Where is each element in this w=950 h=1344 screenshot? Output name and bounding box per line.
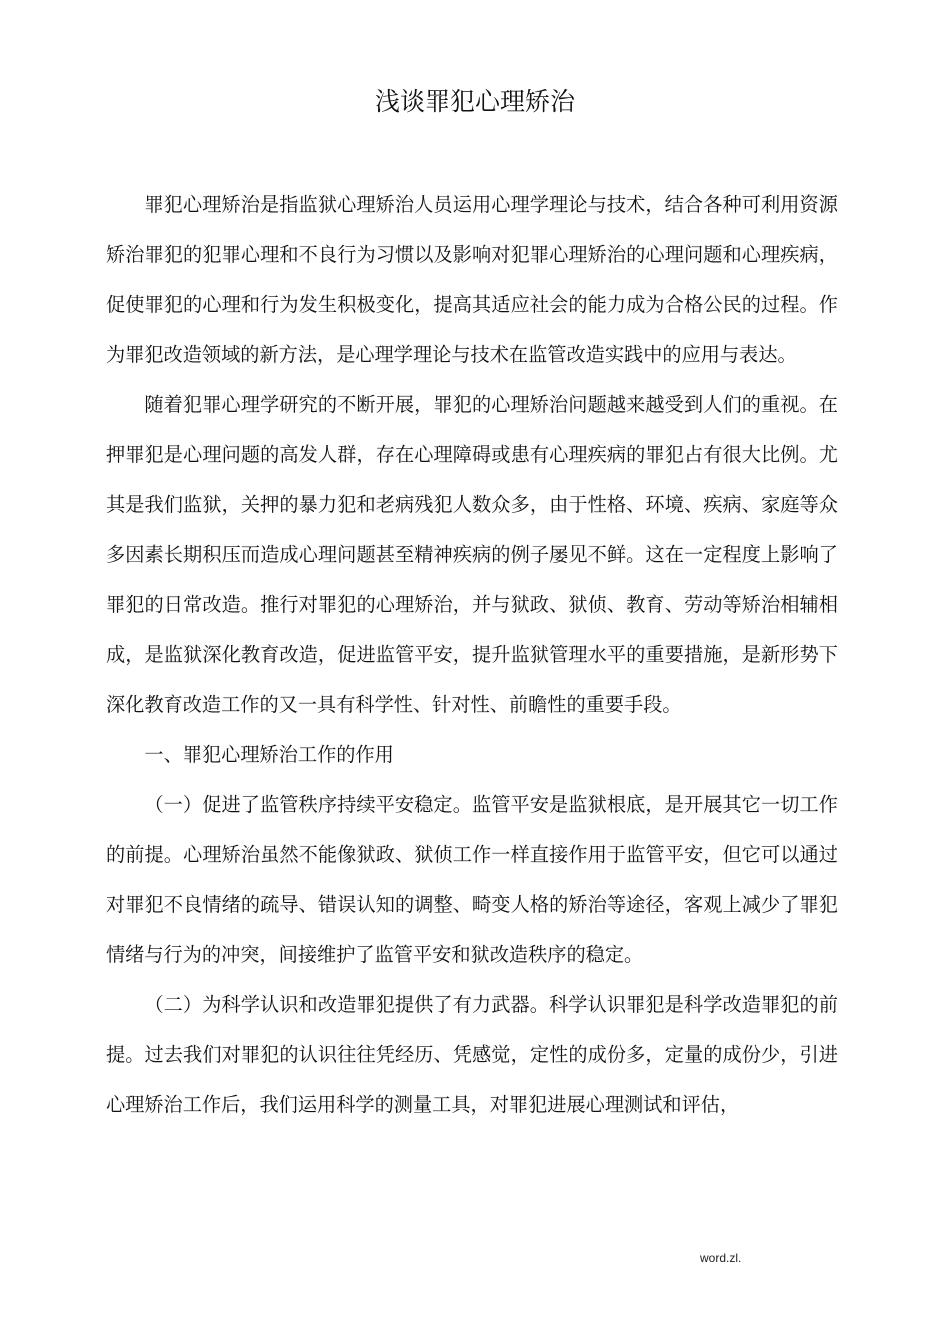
paragraph-background: 随着犯罪心理学研究的不断开展，罪犯的心理矫治问题越来越受到人们的重视。在押罪犯是心理问题的高发人群，存在心理障碍或患有心理疾病的罪犯占有很大比例。尤其是我们监狱，关押的暴力犯和老病残犯人数众多，由于性格、环境、疾病、家庭等众多因素长期积压而造成心理问题甚至精神疾病的例子屡见不鲜。这在一定程度上影响了罪犯的日常改造。推行对罪犯的心理矫治，并与狱政、狱侦、教育、劳动等矫治相辅相成，是监狱深化教育改造，促进监管平安，提升监狱管理水平的重要措施，是新形势下深化教育改造工作的又一具有科学性、针对性、前瞻性的重要手段。 <box>106 393 838 716</box>
section-heading: 一、罪犯心理矫治工作的作用 <box>144 743 394 766</box>
page-footer: word.zl. <box>700 1251 742 1265</box>
page-title: 浅谈罪犯心理矫治 <box>374 87 575 116</box>
paragraph-section-1: （一）促进了监管秩序持续平安稳定。监管平安是监狱根底，是开展其它一切工作的前提。心理矫治虽然不能像狱政、狱侦工作一样直接作用于监管平安，但它可以通过对罪犯不良情绪的疏导、错误认知的调整、畸变人格的矫治等途径，客观上减少了罪犯情绪与行为的冲突，间接维护了监管平安和狱改造秩序的稳定。 <box>106 793 838 966</box>
document-body <box>106 180 838 1130</box>
paragraph-section-2: （二）为科学认识和改造罪犯提供了有力武器。科学认识罪犯是科学改造罪犯的前提。过去我们对罪犯的认识往往凭经历、凭感觉，定性的成份多，定量的成份少，引进心理矫治工作后，我们运用科学的测量工具，对罪犯进展心理测试和评估， <box>106 993 838 1116</box>
paragraph-intro: 罪犯心理矫治是指监狱心理矫治人员运用心理学理论与技术，结合各种可利用资源矫治罪犯的犯罪心理和不良行为习惯以及影响对犯罪心理矫治的心理问题和心理疾病，促使罪犯的心理和行为发生积极变化，提高其适应社会的能力成为合格公民的过程。作为罪犯改造领域的新方法，是心理学理论与技术在监管改造实践中的应用与表达。 <box>106 193 838 366</box>
